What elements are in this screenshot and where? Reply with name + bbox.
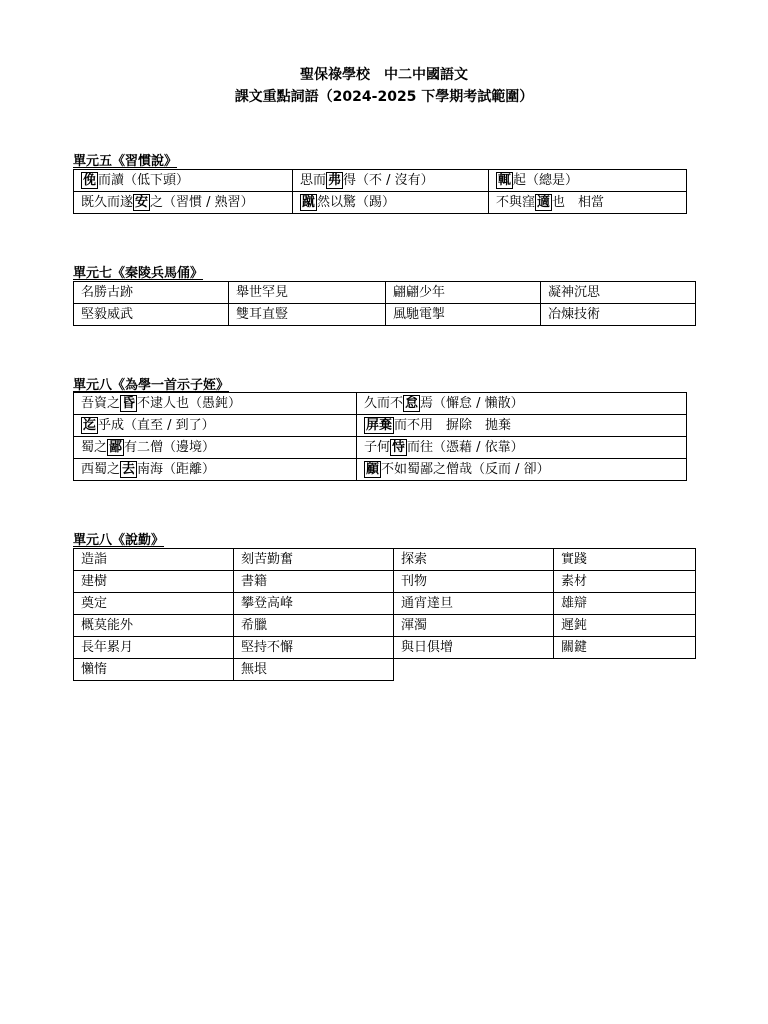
table-row (74, 571, 696, 593)
boxed-character: 昏 (122, 395, 136, 411)
vocab-cell (489, 192, 687, 214)
vocab-cell (74, 659, 234, 681)
vocab-text: 書籍 (241, 573, 268, 589)
table-row (74, 437, 687, 459)
vocab-cell (74, 437, 357, 459)
vocab-text: 起（總是） (513, 172, 579, 188)
vocab-cell (74, 415, 357, 437)
vocab-text: 而往（憑藉 / 依靠） (407, 439, 524, 455)
vocab-text: 南海（距離） (137, 461, 216, 477)
boxed-character: 怠 (405, 395, 419, 411)
school-course-title: 聖保祿學校 中二中國語文 (300, 67, 468, 83)
unit5-heading: 單元五《習慣說》 (73, 154, 178, 169)
boxed-character: 迄 (83, 417, 97, 433)
boxed-character: 顧 (366, 461, 380, 477)
vocab-cell (394, 615, 554, 637)
vocab-cell (357, 437, 687, 459)
vocab-text: 無垠 (241, 661, 268, 677)
vocab-cell (293, 192, 489, 214)
table-row (74, 549, 696, 571)
vocab-cell (554, 615, 696, 637)
vocab-cell (554, 637, 696, 659)
vocab-text: 乎成（直至 / 到了） (98, 417, 215, 433)
vocab-cell (229, 282, 386, 304)
boxed-character: 恃 (392, 439, 406, 455)
vocab-cell (541, 282, 696, 304)
vocab-cell (74, 549, 234, 571)
vocab-text: 堅持不懈 (241, 639, 294, 655)
unit8-heading-1: 單元八《為學一首示子姪》 (73, 378, 230, 393)
table-row (74, 659, 696, 681)
vocab-cell (74, 615, 234, 637)
vocab-text: 然以驚（踢） (317, 194, 396, 210)
vocab-text: 攀登高峰 (241, 595, 294, 611)
table-row (74, 637, 696, 659)
boxed-character: 蹴 (302, 194, 316, 210)
vocab-text: 蜀之 (81, 439, 108, 455)
vocab-text: 不與窪 (496, 194, 536, 210)
vocab-cell (357, 459, 687, 481)
vocab-cell (394, 637, 554, 659)
vocab-text: 焉（懈怠 / 懶散） (420, 395, 524, 411)
unit5-table (73, 169, 687, 214)
vocab-text: 舉世罕見 (236, 284, 289, 300)
boxed-character: 去 (122, 461, 136, 477)
vocab-text: 而讀（低下頭） (98, 172, 190, 188)
vocab-text: 凝神沉思 (548, 284, 601, 300)
vocab-cell (554, 549, 696, 571)
vocab-cell (74, 170, 293, 192)
vocab-text: 得（不 / 沒有） (343, 172, 434, 188)
vocab-text: 建樹 (81, 573, 108, 589)
vocab-cell (234, 659, 394, 681)
vocab-cell (554, 593, 696, 615)
boxed-character: 安 (135, 194, 149, 210)
vocab-text: 希臘 (241, 617, 268, 633)
vocab-text: 不逮人也（愚鈍） (137, 395, 242, 411)
empty-cell (394, 659, 554, 681)
vocab-cell (357, 415, 687, 437)
boxed-character: 鄙 (109, 439, 123, 455)
vocab-cell (74, 304, 229, 326)
table-row (74, 192, 687, 214)
vocab-cell (386, 304, 541, 326)
boxed-character: 輒 (498, 172, 512, 188)
vocab-cell (394, 593, 554, 615)
vocab-text: 雙耳直豎 (236, 306, 289, 322)
table-row (74, 282, 696, 304)
table-row (74, 170, 687, 192)
boxed-character: 適 (537, 194, 551, 210)
vocab-text: 奠定 (81, 595, 108, 611)
table-row (74, 615, 696, 637)
vocab-cell (541, 304, 696, 326)
vocab-cell (74, 593, 234, 615)
vocab-cell (234, 549, 394, 571)
vocab-text: 素材 (561, 573, 588, 589)
vocab-cell (554, 571, 696, 593)
table-row (74, 593, 696, 615)
vocab-text: 造詣 (81, 551, 108, 567)
vocab-cell (74, 393, 357, 415)
vocab-cell (394, 549, 554, 571)
vocab-text: 冶煉技術 (548, 306, 601, 322)
unit7-table (73, 281, 696, 326)
vocab-text: 西蜀之 (81, 461, 121, 477)
vocab-text: 思而 (300, 172, 327, 188)
table-row (74, 304, 696, 326)
vocab-cell (234, 593, 394, 615)
vocab-text: 通宵達旦 (401, 595, 454, 611)
vocab-cell (74, 282, 229, 304)
vocab-text: 而不用 摒除 拋棄 (394, 417, 512, 433)
vocab-text: 不如蜀鄙之僧哉（反而 / 卻） (381, 461, 550, 477)
boxed-character: 屏棄 (366, 417, 393, 433)
vocab-text: 概莫能外 (81, 617, 134, 633)
vocab-text: 實踐 (561, 551, 588, 567)
vocab-cell (234, 571, 394, 593)
empty-cell (554, 659, 696, 681)
vocab-text: 久而不 (364, 395, 404, 411)
vocab-text: 既久而遂 (81, 194, 134, 210)
vocab-cell (229, 304, 386, 326)
vocab-cell (293, 170, 489, 192)
vocab-cell (489, 170, 687, 192)
vocab-text: 堅毅威武 (81, 306, 134, 322)
vocab-text: 遲鈍 (561, 617, 588, 633)
vocabulary-title: 課文重點詞語（2024-2025 下學期考試範圍） (234, 89, 534, 105)
vocab-text: 刊物 (401, 573, 428, 589)
vocab-text: 懶惰 (81, 661, 108, 677)
vocab-cell (234, 615, 394, 637)
vocab-text: 也 相當 (552, 194, 605, 210)
unit8-heading-2: 單元八《說勤》 (73, 533, 165, 548)
vocab-text: 之（習慣 / 熟習） (150, 194, 254, 210)
vocab-text: 子何 (364, 439, 391, 455)
vocab-cell (74, 571, 234, 593)
vocab-text: 翩翩少年 (393, 284, 446, 300)
vocab-text: 風馳電掣 (393, 306, 446, 322)
vocab-text: 有二僧（邊境） (124, 439, 216, 455)
vocab-text: 雄辯 (561, 595, 588, 611)
vocab-text: 探索 (401, 551, 428, 567)
vocab-cell (357, 393, 687, 415)
vocab-text: 渾濁 (401, 617, 428, 633)
vocab-text: 與日俱增 (401, 639, 454, 655)
vocab-text: 吾資之 (81, 395, 121, 411)
vocab-text: 名勝古跡 (81, 284, 134, 300)
unit8-table-1 (73, 392, 687, 481)
table-row (74, 393, 687, 415)
vocab-text: 關鍵 (561, 639, 588, 655)
table-row (74, 459, 687, 481)
vocab-cell (394, 571, 554, 593)
vocab-cell (386, 282, 541, 304)
boxed-character: 俛 (83, 172, 97, 188)
unit8-table-2 (73, 548, 696, 681)
vocab-cell (234, 637, 394, 659)
unit7-heading: 單元七《秦陵兵馬俑》 (73, 266, 204, 281)
boxed-character: 弗 (328, 172, 342, 188)
vocab-text: 長年累月 (81, 639, 134, 655)
table-row (74, 415, 687, 437)
vocab-cell (74, 637, 234, 659)
vocab-cell (74, 192, 293, 214)
vocab-cell (74, 459, 357, 481)
vocab-text: 刻苦勤奮 (241, 551, 294, 567)
